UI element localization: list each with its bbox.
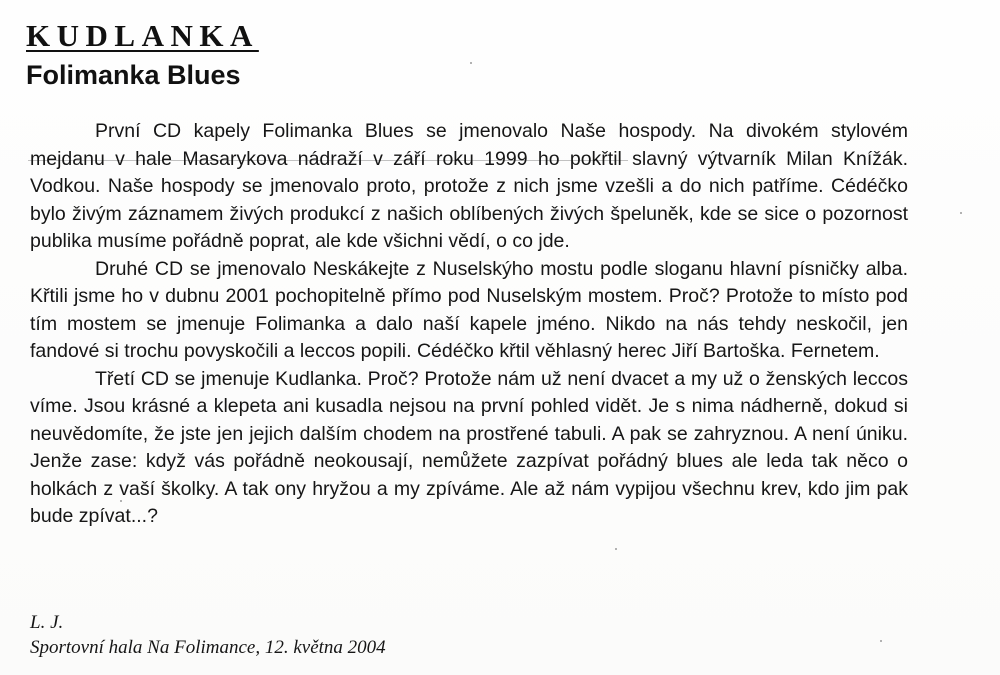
scan-speck bbox=[880, 640, 882, 642]
author-signature: L. J. bbox=[30, 612, 64, 633]
scan-speck bbox=[960, 212, 962, 214]
scan-speck bbox=[470, 62, 472, 64]
paragraph-second-cd: Druhé CD se jmenovalo Neskákejte z Nuselskýho mostu podle sloganu hlavní písničky alba. Křtili jsme ho v dubnu 2001 pochopitelně přímo pod Nuselským mostem. Proč? Protože to místo pod tím mostem se jmenuje Folimanka a dalo naší kapele jméno. Nikdo na nás tehdy neskočil, jen fandové si trochu povyskočili a leccos popili. Cédéčko křtil věhlasný herec Jiří Bartoška. Fernetem. bbox=[30, 257, 908, 362]
paragraph-third-cd: Třetí CD se jmenuje Kudlanka. Proč? Protože nám už není dvacet a my už o ženských leccos víme. Jsou krásné a klepeta ani kusadla nejsou na první pohled vidět. Je s nima nádherně, dokud si neuvědomíte, že jste jen jejich dalším chodem na prostřené tabuli. A pak se zahryznou. A není úniku. Jenže zase: když vás pořádně neokousají, nemůžete zazpívat pořádný blues ale leda tak něco o holkách z vaší školky. A tak ony hryžou a my zpíváme. Ale až nám vypijou všechnu krev, kdo jim pak bude zpívat...? bbox=[30, 367, 908, 527]
article-body bbox=[30, 118, 908, 531]
document-subtitle: Folimanka Blues bbox=[26, 60, 241, 90]
place-and-date: Sportovní hala Na Folimance, 12. května 2004 bbox=[30, 637, 386, 658]
scan-speck bbox=[615, 548, 617, 550]
paragraph-first-cd: První CD kapely Folimanka Blues se jmenovalo Naše hospody. Na divokém stylovém mejdanu v hale Masarykova nádraží v září roku 1999 ho pokřtil slavný výtvarník Milan Knížák. Vodkou. Naše hospody se jmenovalo proto, protože z nich jsme vzešli a do nich patříme. Cédéčko bylo živým záznamem živých produkcí z našich oblíbených živých špeluněk, kde se sice o pozornost publika musíme pořádně poprat, ale kde všichni vědí, o co jde. bbox=[30, 120, 908, 252]
document-title: KUDLANKA bbox=[26, 18, 259, 53]
